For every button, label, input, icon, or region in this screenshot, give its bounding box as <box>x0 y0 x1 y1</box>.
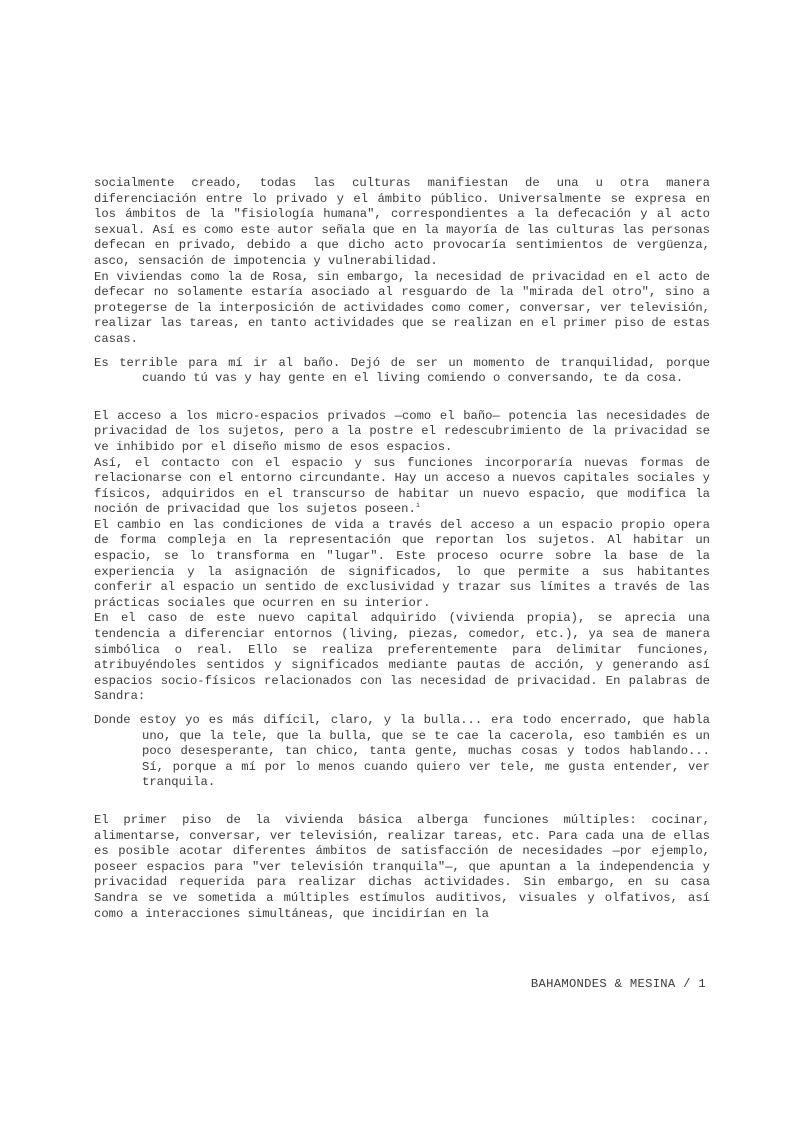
spacer <box>94 791 710 813</box>
block-quote-rosa: Es terrible para mí ir al baño. Dejó de ser un momento de tranquilidad, porque cuando tú vas y hay gente en el living comiendo o conversando, te da cosa. <box>94 355 710 386</box>
paragraph-3: El acceso a los micro-espacios privados —como el baño— potencia las necesidades de privacidad de los sujetos, pero a la postre el redescubrimiento de la privacidad se ve inhibido por el diseño mismo de esos espacios. <box>94 408 710 454</box>
endnote-marker[interactable]: i <box>415 502 421 511</box>
block-quote-sandra: Donde estoy yo es más difícil, claro, y la bulla... era todo encerrado, que habla uno, que la tele, que la bulla, que se te cae la cacerola, eso también es un poco desesperante, tan chico, tanta gente, muchas cosas y todos hablando... Sí, porque a mí por lo menos cuando quiero ver tele, me gusta entender, ver tranquila. <box>94 713 710 790</box>
spacer <box>94 387 710 409</box>
running-footer: BAHAMONDES & MESINA / 1 <box>530 977 706 991</box>
paragraph-4 <box>94 456 710 518</box>
paragraph-1: socialmente creado, todas las culturas manifiestan de una u otra manera diferenciación entre lo privado y el ámbito público. Universalmente se expresa en los ámbitos de la "fisiología humana", correspondientes a la defecación y al acto sexual. Así es como este autor señala que en la mayoría de las culturas las personas defecan en privado, debido a que dicho acto provocaría sentimientos de vergüenza, asco, sensación de impotencia y vulnerabilidad. <box>94 176 710 268</box>
paragraph-6: En el caso de este nuevo capital adquirido (vivienda propia), se aprecia una tendencia a diferenciar entornos (living, piezas, comedor, etc.), ya sea de manera simbólica o real. Ello se realiza preferentemente para delimitar funciones, atribuyéndoles sentidos y significados mediante pautas de acción, y generando así espacios socio-físicos relacionados con las necesidad de privacidad. En palabras de Sandra: <box>94 611 710 704</box>
spacer <box>94 705 710 713</box>
paragraph-5: El cambio en las condiciones de vida a través del acceso a un espacio propio opera de forma compleja en la representación que reportan los sujetos. Al habitar un espacio, se lo transforma en "lugar". Este proceso ocurre sobre la base de la experiencia y la asignación de significados, lo que permite a sus habitantes conferir al espacio un sentido de exclusividad y trazar sus límites a través de las prácticas sociales que ocurren en su interior. <box>94 517 710 610</box>
paragraph-4-text: Así, el contacto con el espacio y sus funciones incorporaría nuevas formas de relacionarse con el entorno circundante. Hay un acceso a nuevos capitales sociales y físicos, adquiridos en el transcurso de habitar un nuevo espacio, que modifica la noción de privacidad que los sujetos poseen. <box>94 455 710 517</box>
spacer <box>94 348 710 356</box>
document-page <box>94 176 710 922</box>
paragraph-2: En viviendas como la de Rosa, sin embargo, la necesidad de privacidad en el acto de defecar no solamente estaría asociado al resguardo de la "mirada del otro", sino a protegerse de la interposición de actividades como comer, conversar, ver televisión, realizar las tareas, en tanto actividades que se realizan en el primer piso de estas casas. <box>94 269 710 346</box>
paragraph-7: El primer piso de la vivienda básica alberga funciones múltiples: cocinar, alimentarse, conversar, ver televisión, realizar tareas, etc. Para cada una de ellas es posible acotar diferentes ámbitos de satisfacción de necesidades —por ejemplo, poseer espacios para "ver televisión tranquila"—, que apuntan a la independencia y privacidad requerida para realizar dichas actividades. Sin embargo, en su casa Sandra se ve sometida a múltiples estímulos auditivos, visuales y olfativos, así como a interacciones simultáneas, que incidirían en la <box>94 812 710 921</box>
